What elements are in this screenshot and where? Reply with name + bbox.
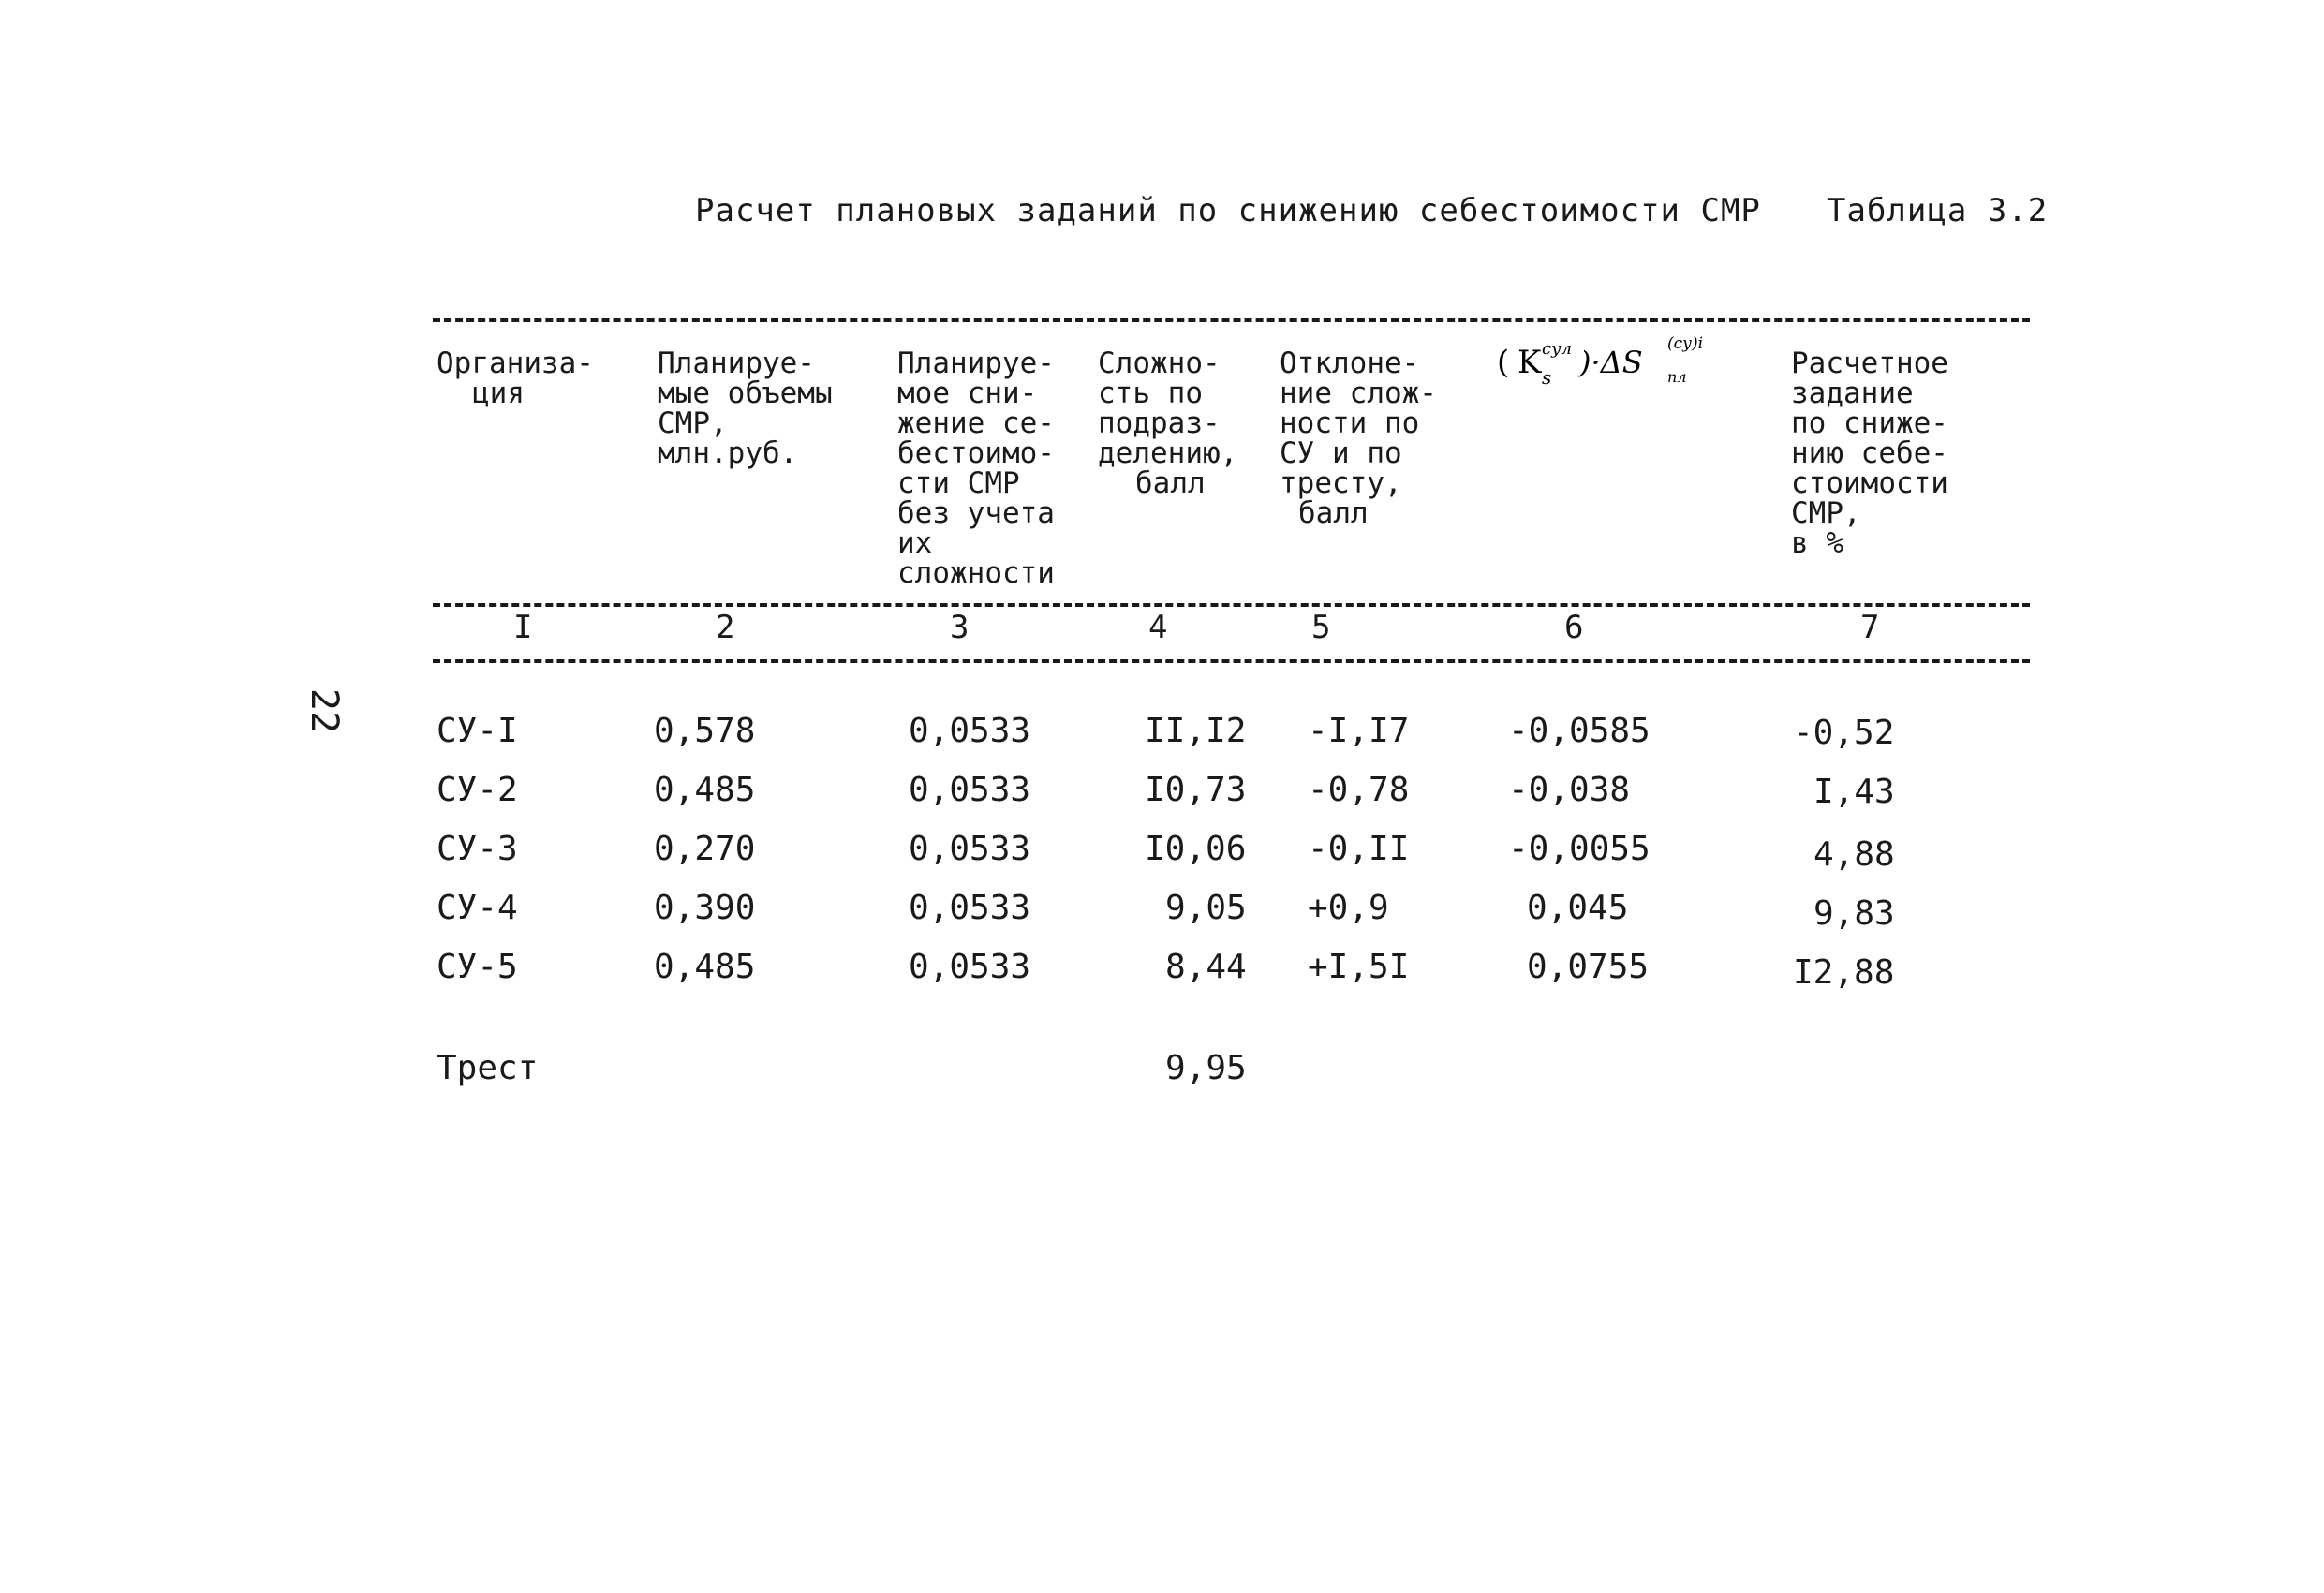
column-numbers-rule [433,659,2030,663]
svg-text:s: s [1542,366,1552,389]
column-number: 2 [716,609,735,646]
header-col-5: Отклоне- ние слож- ности по СУ и по тресту, балл [1280,347,1437,530]
row-planned-volume: 0,390 [654,889,756,927]
header-col-3: Планируе- мое сни- жение се- бестоимо- сти СМР без учета их сложности [897,347,1055,590]
row-planned-volume: 0,485 [654,771,756,809]
row-target: I2,88 [1793,953,1895,992]
header-col-4: Сложно- сть по подраз- делению, балл [1098,347,1238,500]
row-planned-reduction: 0,0533 [909,712,1031,750]
row-organization: СУ-5 [437,948,518,986]
row-planned-volume: 0,485 [654,948,756,986]
row-complexity: 8,44 [1165,948,1247,986]
row-target: 4,88 [1813,835,1895,874]
total-label: Трест [437,1049,539,1087]
row-deviation: +I,5I [1308,948,1410,986]
column-number: 5 [1311,609,1331,646]
column-number: 4 [1148,609,1168,646]
svg-text:K: K [1517,344,1542,381]
table-title: Расчет плановых заданий по снижению себестоимости СМР [695,192,1761,229]
row-organization: СУ-3 [437,830,518,868]
header-col-2: Планируе- мые объемы СМР, млн.руб. [658,347,833,470]
column-number: 7 [1860,609,1880,646]
row-deviation: -I,I7 [1308,712,1410,750]
row-coefficient: -0,0585 [1508,712,1650,750]
row-target: 9,83 [1813,894,1895,933]
table-top-rule [433,318,2030,322]
row-deviation: +0,9 [1308,889,1389,927]
row-planned-reduction: 0,0533 [909,948,1031,986]
row-target: -0,52 [1793,714,1895,752]
row-deviation: -0,II [1308,830,1410,868]
table-number-label: Таблица 3.2 [1827,192,2049,229]
svg-text:сул: сул [1542,339,1572,359]
svg-text:пл: пл [1667,368,1687,386]
row-organization: СУ-I [437,712,518,750]
row-deviation: -0,78 [1308,771,1410,809]
svg-text:(су)i: (су)i [1667,334,1704,353]
row-coefficient: 0,045 [1527,889,1629,927]
row-coefficient: -0,0055 [1508,830,1650,868]
row-organization: СУ-2 [437,771,518,809]
row-coefficient: -0,038 [1508,771,1631,809]
row-complexity: II,I2 [1145,712,1247,750]
row-complexity: 9,05 [1165,889,1247,927]
header-col-6-formula [1493,333,1727,403]
row-complexity: I0,06 [1145,830,1247,868]
row-planned-reduction: 0,0533 [909,771,1031,809]
row-planned-volume: 0,578 [654,712,756,750]
row-coefficient: 0,0755 [1527,948,1650,986]
formula-svg [1493,333,1727,399]
row-target: I,43 [1813,773,1895,811]
header-col-1: Организа- ция [437,347,594,410]
row-complexity: I0,73 [1145,771,1247,809]
svg-text:(: ( [1497,344,1510,381]
page-number: 22 [303,687,347,734]
row-organization: СУ-4 [437,889,518,927]
row-planned-reduction: 0,0533 [909,889,1031,927]
row-planned-volume: 0,270 [654,830,756,868]
header-col-7: Расчетное задание по сниже- нию себе- стоимости СМР, в % [1791,347,1948,560]
row-planned-reduction: 0,0533 [909,830,1031,868]
column-number: 6 [1564,609,1584,646]
total-complexity: 9,95 [1165,1049,1247,1087]
svg-text:)·ΔS: )·ΔS [1579,345,1643,380]
header-bottom-rule [433,603,2030,607]
column-number: 3 [950,609,970,646]
column-number: I [513,609,533,646]
